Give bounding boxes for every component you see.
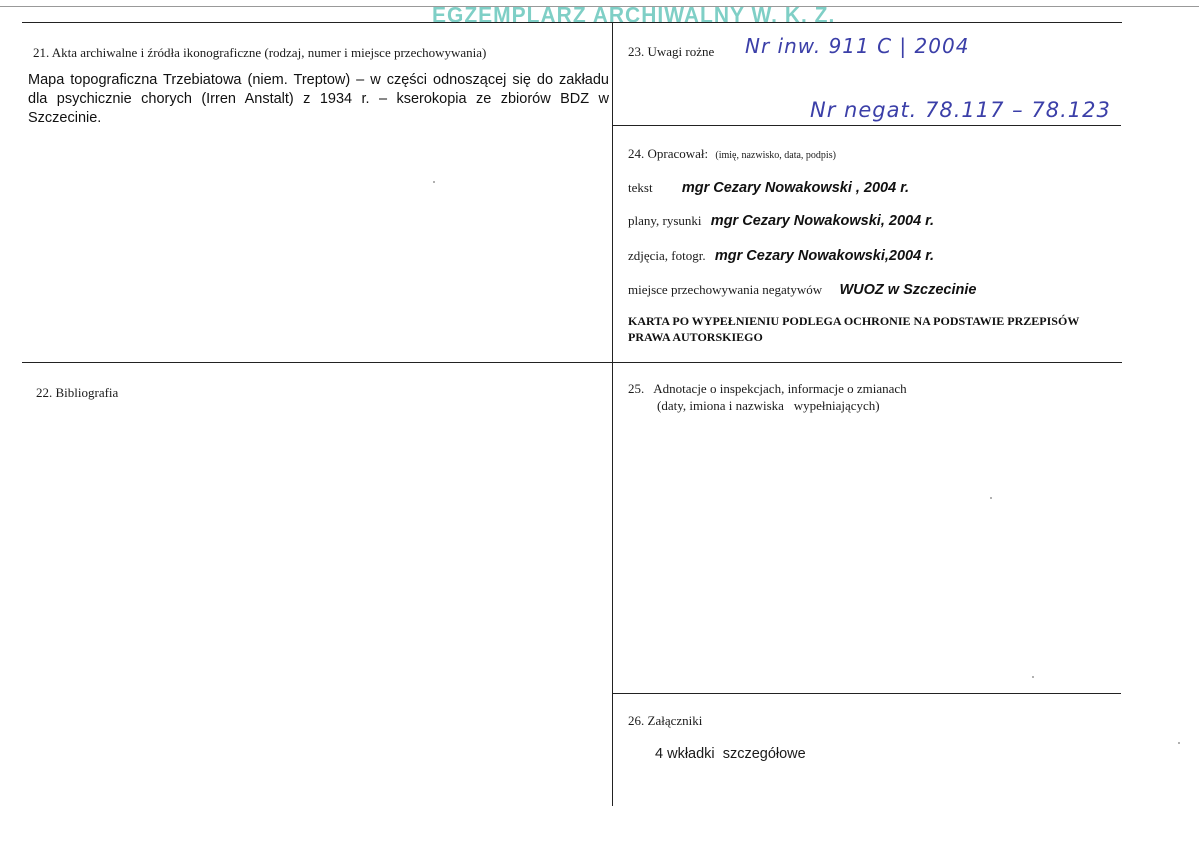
row-value: WUOZ w Szczecinie	[839, 282, 977, 298]
section-22-label: 22. Bibliografia	[36, 385, 119, 400]
author-row-text	[628, 180, 909, 196]
handwritten-inventory-number: Nr inw. 911 C | 2004	[745, 34, 970, 58]
section-26-label: 26. Załączniki	[628, 713, 703, 728]
row-label: tekst	[628, 180, 653, 195]
section-25-label-line2: (daty, imiona i nazwiska wypełniających)	[657, 398, 880, 413]
divider-25-26	[613, 693, 1121, 694]
row-value: mgr Cezary Nowakowski , 2004 r.	[681, 180, 910, 196]
archive-stamp: EGZEMPLARZ ARCHIWALNY W. K. Z.	[432, 3, 836, 28]
scan-speck	[1178, 742, 1180, 744]
top-faint-line	[0, 6, 1199, 7]
row-value: mgr Cezary Nowakowski,2004 r.	[714, 248, 935, 264]
center-divider	[612, 22, 613, 806]
row-label: miejsce przechowywania negatywów	[628, 282, 823, 297]
section-25-label-line1: 25. Adnotacje o inspekcjach, informacje o zmianach	[628, 381, 907, 396]
section-24-title: 24. Opracował:	[628, 146, 709, 161]
section-24-label	[628, 146, 836, 162]
scan-speck	[990, 497, 992, 499]
scan-speck	[1032, 676, 1034, 678]
section-24-sublabel: (imię, nazwisko, data, podpis)	[715, 150, 836, 161]
divider-23-24	[613, 125, 1121, 126]
copyright-notice: KARTA PO WYPEŁNIENIU PODLEGA OCHRONIE NA PODSTAWIE PRZEPISÓW PRAWA AUTORSKIEGO	[628, 314, 1080, 344]
author-row-photos	[628, 248, 934, 264]
row-label: zdjęcia, fotogr.	[628, 248, 706, 263]
section-26-text: 4 wkładki szczegółowe	[655, 746, 806, 762]
section-21-label: 21. Akta archiwalne i źródła ikonograficzne (rodzaj, numer i miejsce przechowywania)	[33, 45, 487, 60]
scan-speck	[433, 181, 435, 183]
middle-divider	[22, 362, 1122, 363]
section-23-label: 23. Uwagi rożne	[628, 44, 715, 59]
row-label: plany, rysunki	[628, 213, 702, 228]
author-row-plans	[628, 213, 934, 229]
author-row-negatives	[628, 282, 976, 298]
top-border	[22, 22, 1122, 23]
handwritten-negative-numbers: Nr negat. 78.117 – 78.123	[810, 98, 1111, 122]
section-21-text: Mapa topograficzna Trzebiatowa (niem. Treptow) – w części odnoszącej się do zakładu dla psychicznie chorych (Irren Anstalt) z 1934 r. – kserokopia ze zbiorów BDZ w Szczecinie.	[28, 72, 609, 126]
row-value: mgr Cezary Nowakowski, 2004 r.	[710, 213, 935, 229]
